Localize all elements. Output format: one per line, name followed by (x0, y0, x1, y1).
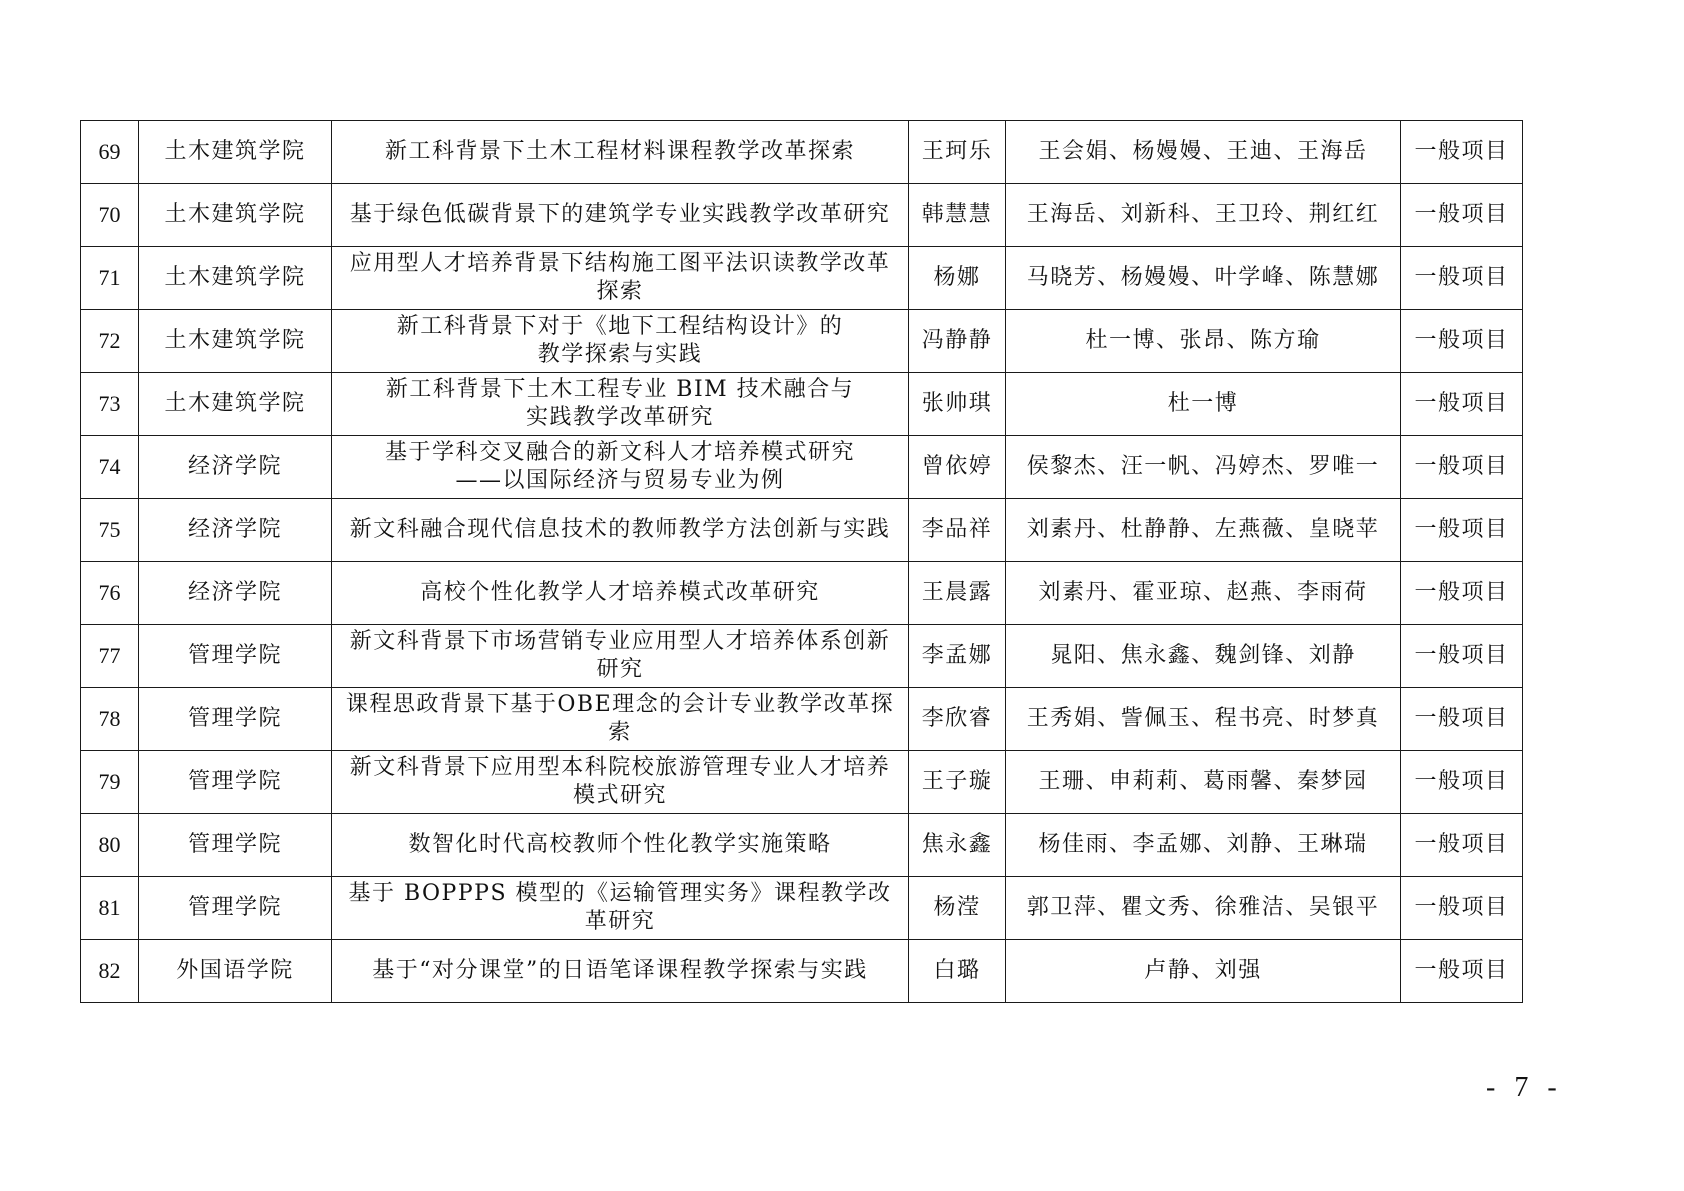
table-body (81, 121, 1523, 1003)
cell-project-type: 一般项目 (1401, 562, 1523, 625)
cell-members: 王会娟、杨嫚嫚、王迪、王海岳 (1006, 121, 1401, 184)
cell-college: 土木建筑学院 (139, 310, 332, 373)
cell-number: 75 (81, 499, 139, 562)
cell-number: 77 (81, 625, 139, 688)
table-row (81, 373, 1523, 436)
cell-project-title: 课程思政背景下基于OBE理念的会计专业教学改革探索 (332, 688, 909, 751)
cell-leader: 李孟娜 (909, 625, 1006, 688)
cell-number: 76 (81, 562, 139, 625)
cell-project-type: 一般项目 (1401, 121, 1523, 184)
cell-college: 土木建筑学院 (139, 121, 332, 184)
cell-number: 79 (81, 751, 139, 814)
cell-project-type: 一般项目 (1401, 940, 1523, 1003)
table-row (81, 625, 1523, 688)
cell-project-type: 一般项目 (1401, 814, 1523, 877)
cell-leader: 王子璇 (909, 751, 1006, 814)
cell-number: 69 (81, 121, 139, 184)
cell-members: 卢静、刘强 (1006, 940, 1401, 1003)
cell-college: 土木建筑学院 (139, 373, 332, 436)
project-list-table (80, 120, 1523, 1003)
cell-college: 土木建筑学院 (139, 184, 332, 247)
cell-project-title: 高校个性化教学人才培养模式改革研究 (332, 562, 909, 625)
cell-college: 管理学院 (139, 625, 332, 688)
cell-members: 侯黎杰、汪一帆、冯婷杰、罗唯一 (1006, 436, 1401, 499)
cell-leader: 杨滢 (909, 877, 1006, 940)
cell-number: 82 (81, 940, 139, 1003)
table-row (81, 940, 1523, 1003)
cell-project-title: 基于 BOPPPS 模型的《运输管理实务》课程教学改革研究 (332, 877, 909, 940)
cell-project-type: 一般项目 (1401, 877, 1523, 940)
cell-project-type: 一般项目 (1401, 751, 1523, 814)
cell-project-type: 一般项目 (1401, 310, 1523, 373)
page-number: - 7 - (1486, 1072, 1563, 1103)
cell-members: 杜一博 (1006, 373, 1401, 436)
cell-project-type: 一般项目 (1401, 499, 1523, 562)
cell-leader: 曾依婷 (909, 436, 1006, 499)
table-row (81, 499, 1523, 562)
cell-college: 经济学院 (139, 562, 332, 625)
cell-project-title: 新工科背景下土木工程材料课程教学改革探索 (332, 121, 909, 184)
cell-leader: 冯静静 (909, 310, 1006, 373)
cell-project-title: 基于绿色低碳背景下的建筑学专业实践教学改革研究 (332, 184, 909, 247)
cell-college: 管理学院 (139, 751, 332, 814)
cell-members: 王海岳、刘新科、王卫玲、荆红红 (1006, 184, 1401, 247)
table-row (81, 688, 1523, 751)
cell-leader: 李欣睿 (909, 688, 1006, 751)
cell-members: 刘素丹、杜静静、左燕薇、皇晓苹 (1006, 499, 1401, 562)
cell-number: 71 (81, 247, 139, 310)
table-row (81, 562, 1523, 625)
cell-number: 80 (81, 814, 139, 877)
cell-number: 74 (81, 436, 139, 499)
cell-members: 杨佳雨、李孟娜、刘静、王琳瑞 (1006, 814, 1401, 877)
cell-project-title: 新文科背景下市场营销专业应用型人才培养体系创新研究 (332, 625, 909, 688)
cell-project-title: 基于学科交叉融合的新文科人才培养模式研究 ——以国际经济与贸易专业为例 (332, 436, 909, 499)
cell-number: 72 (81, 310, 139, 373)
cell-project-title: 应用型人才培养背景下结构施工图平法识读教学改革探索 (332, 247, 909, 310)
cell-project-title: 新文科融合现代信息技术的教师教学方法创新与实践 (332, 499, 909, 562)
cell-leader: 王晨露 (909, 562, 1006, 625)
cell-leader: 王珂乐 (909, 121, 1006, 184)
table-row (81, 877, 1523, 940)
cell-members: 马晓芳、杨嫚嫚、叶学峰、陈慧娜 (1006, 247, 1401, 310)
table-row (81, 751, 1523, 814)
cell-number: 78 (81, 688, 139, 751)
cell-college: 管理学院 (139, 814, 332, 877)
cell-members: 杜一博、张昂、陈方瑜 (1006, 310, 1401, 373)
table-row (81, 184, 1523, 247)
cell-members: 王秀娟、訾佩玉、程书亮、时梦真 (1006, 688, 1401, 751)
table-row (81, 436, 1523, 499)
cell-members: 刘素丹、霍亚琼、赵燕、李雨荷 (1006, 562, 1401, 625)
cell-leader: 李品祥 (909, 499, 1006, 562)
cell-project-type: 一般项目 (1401, 184, 1523, 247)
cell-college: 管理学院 (139, 877, 332, 940)
cell-project-title: 基于“对分课堂”的日语笔译课程教学探索与实践 (332, 940, 909, 1003)
cell-college: 管理学院 (139, 688, 332, 751)
table-row (81, 310, 1523, 373)
cell-leader: 韩慧慧 (909, 184, 1006, 247)
cell-project-title: 新工科背景下对于《地下工程结构设计》的 教学探索与实践 (332, 310, 909, 373)
table-row (81, 247, 1523, 310)
table-row (81, 121, 1523, 184)
cell-project-type: 一般项目 (1401, 247, 1523, 310)
cell-college: 经济学院 (139, 436, 332, 499)
cell-project-type: 一般项目 (1401, 373, 1523, 436)
cell-college: 外国语学院 (139, 940, 332, 1003)
cell-members: 王珊、申莉莉、葛雨馨、秦梦园 (1006, 751, 1401, 814)
cell-members: 晁阳、焦永鑫、魏剑锋、刘静 (1006, 625, 1401, 688)
cell-members: 郭卫萍、瞿文秀、徐雅洁、吴银平 (1006, 877, 1401, 940)
cell-college: 土木建筑学院 (139, 247, 332, 310)
cell-number: 81 (81, 877, 139, 940)
cell-leader: 张帅琪 (909, 373, 1006, 436)
cell-project-title: 新工科背景下土木工程专业 BIM 技术融合与 实践教学改革研究 (332, 373, 909, 436)
cell-project-title: 数智化时代高校教师个性化教学实施策略 (332, 814, 909, 877)
cell-college: 经济学院 (139, 499, 332, 562)
table-row (81, 814, 1523, 877)
cell-leader: 白璐 (909, 940, 1006, 1003)
cell-project-type: 一般项目 (1401, 436, 1523, 499)
cell-leader: 焦永鑫 (909, 814, 1006, 877)
cell-project-title: 新文科背景下应用型本科院校旅游管理专业人才培养模式研究 (332, 751, 909, 814)
cell-number: 73 (81, 373, 139, 436)
cell-number: 70 (81, 184, 139, 247)
cell-leader: 杨娜 (909, 247, 1006, 310)
cell-project-type: 一般项目 (1401, 688, 1523, 751)
cell-project-type: 一般项目 (1401, 625, 1523, 688)
